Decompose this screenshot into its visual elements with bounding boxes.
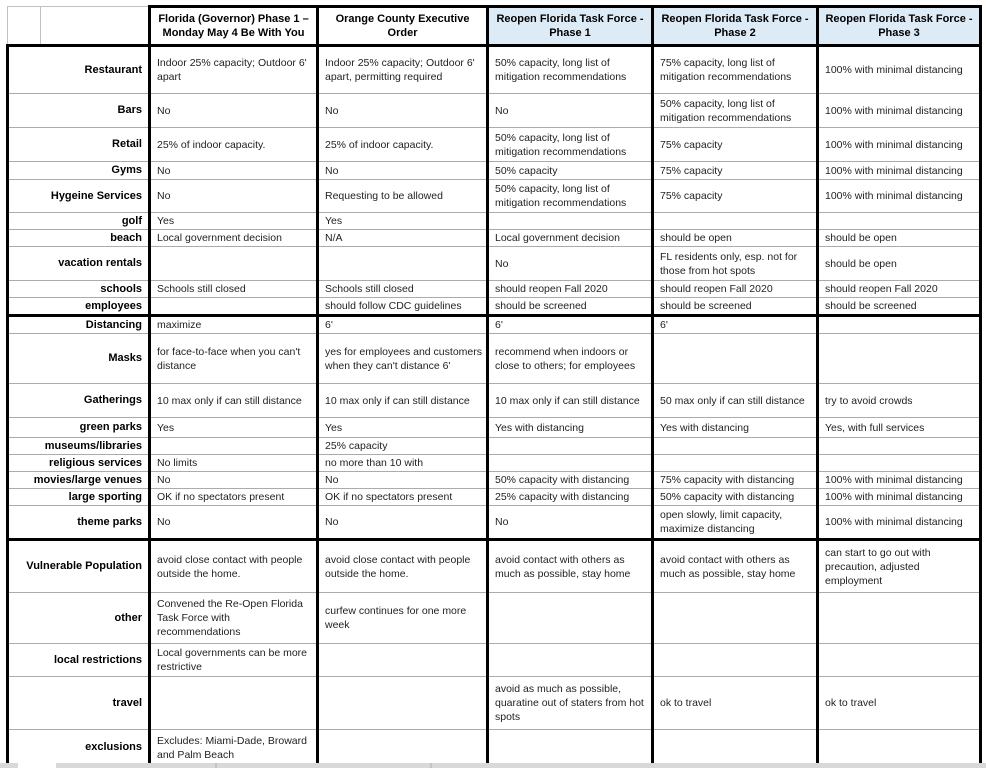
cell[interactable] <box>488 730 653 767</box>
row-header[interactable]: Gatherings <box>8 384 150 418</box>
cell[interactable]: 50% capacity, long list of mitigation recommendations <box>488 46 653 94</box>
row-header[interactable]: other <box>8 593 150 644</box>
cell[interactable]: FL residents only, esp. not for those from hot spots <box>653 247 818 281</box>
cell[interactable]: Local governments can be more restrictive <box>150 644 318 677</box>
cell[interactable]: yes for employees and customers when they can't distance 6' <box>318 334 488 384</box>
cell[interactable] <box>818 438 981 455</box>
cell[interactable]: 75% capacity <box>653 128 818 162</box>
cell[interactable]: 10 max only if can still distance <box>150 384 318 418</box>
table-row <box>8 677 981 730</box>
cell[interactable]: N/A <box>318 230 488 247</box>
cell[interactable]: should be open <box>818 247 981 281</box>
cell[interactable]: 50 max only if can still distance <box>653 384 818 418</box>
table-row <box>8 298 981 316</box>
cell[interactable] <box>653 593 818 644</box>
cell[interactable] <box>818 593 981 644</box>
row-header[interactable]: schools <box>8 281 150 298</box>
row-header[interactable]: green parks <box>8 418 150 438</box>
cell[interactable] <box>488 644 653 677</box>
row-header[interactable]: employees <box>8 298 150 316</box>
cell[interactable]: Yes <box>318 418 488 438</box>
cell[interactable]: recommend when indoors or close to others; for employees <box>488 334 653 384</box>
cell[interactable]: can start to go out with precaution, adjusted employment <box>818 540 981 593</box>
comparison-table <box>6 5 982 768</box>
table-row <box>8 730 981 767</box>
column-header-task-force-phase-2[interactable]: Reopen Florida Task Force - Phase 2 <box>653 7 818 46</box>
table-row <box>8 213 981 230</box>
cell[interactable]: Yes, with full services <box>818 418 981 438</box>
cell[interactable]: 6' <box>653 316 818 334</box>
cell[interactable]: No limits <box>150 455 318 472</box>
table-row <box>8 162 981 180</box>
cell[interactable]: should be screened <box>818 298 981 316</box>
cell[interactable]: 75% capacity, long list of mitigation recommendations <box>653 46 818 94</box>
column-header-task-force-phase-3[interactable]: Reopen Florida Task Force - Phase 3 <box>818 7 981 46</box>
cell[interactable]: 75% capacity with distancing <box>653 472 818 489</box>
cell[interactable]: No <box>488 94 653 128</box>
cell[interactable]: Yes <box>150 418 318 438</box>
cell[interactable]: No <box>488 506 653 540</box>
cell[interactable]: 100% with minimal distancing <box>818 506 981 540</box>
table-row <box>8 94 981 128</box>
row-header[interactable]: large sporting <box>8 489 150 506</box>
cell[interactable]: should reopen Fall 2020 <box>488 281 653 298</box>
cell[interactable]: No <box>150 180 318 213</box>
cell[interactable]: No <box>318 162 488 180</box>
cell[interactable] <box>818 316 981 334</box>
row-header[interactable]: museums/libraries <box>8 438 150 455</box>
cell[interactable]: 100% with minimal distancing <box>818 180 981 213</box>
cell[interactable]: 50% capacity <box>488 162 653 180</box>
cell[interactable]: 100% with minimal distancing <box>818 489 981 506</box>
cell[interactable] <box>488 213 653 230</box>
row-header[interactable]: religious services <box>8 455 150 472</box>
cell[interactable]: 25% capacity <box>318 438 488 455</box>
sheet-edge-notch <box>18 763 56 768</box>
column-header-orange-county[interactable]: Orange County Executive Order <box>318 7 488 46</box>
cell[interactable]: No <box>150 162 318 180</box>
cell[interactable] <box>653 644 818 677</box>
cell[interactable]: Indoor 25% capacity; Outdoor 6' apart, permitting required <box>318 46 488 94</box>
cell[interactable]: 25% of indoor capacity. <box>150 128 318 162</box>
cell[interactable]: 75% capacity <box>653 180 818 213</box>
table-row <box>8 438 981 455</box>
cell[interactable]: should reopen Fall 2020 <box>818 281 981 298</box>
cell[interactable]: OK if no spectators present <box>150 489 318 506</box>
cell[interactable]: 50% capacity, long list of mitigation recommendations <box>488 180 653 213</box>
cell[interactable]: Indoor 25% capacity; Outdoor 6' apart <box>150 46 318 94</box>
cell[interactable]: 50% capacity with distancing <box>488 472 653 489</box>
cell[interactable]: No <box>150 506 318 540</box>
cell[interactable]: 100% with minimal distancing <box>818 128 981 162</box>
row-header[interactable]: travel <box>8 677 150 730</box>
cell[interactable]: 25% capacity with distancing <box>488 489 653 506</box>
cell[interactable] <box>150 677 318 730</box>
cell[interactable]: No <box>488 247 653 281</box>
cell[interactable]: should be screened <box>488 298 653 316</box>
row-header[interactable]: Restaurant <box>8 46 150 94</box>
cell[interactable]: maximize <box>150 316 318 334</box>
cell[interactable] <box>318 247 488 281</box>
cell[interactable] <box>150 438 318 455</box>
cell[interactable] <box>653 213 818 230</box>
cell[interactable]: avoid close contact with people outside the home. <box>150 540 318 593</box>
table-row <box>8 472 981 489</box>
cell[interactable]: Yes <box>318 213 488 230</box>
cell[interactable]: Local government decision <box>150 230 318 247</box>
cell[interactable]: curfew continues for one more week <box>318 593 488 644</box>
cell[interactable]: 100% with minimal distancing <box>818 472 981 489</box>
row-header[interactable]: vacation rentals <box>8 247 150 281</box>
row-header[interactable]: local restrictions <box>8 644 150 677</box>
row-header[interactable]: Retail <box>8 128 150 162</box>
cell[interactable] <box>150 247 318 281</box>
row-header[interactable]: Masks <box>8 334 150 384</box>
sheet-edge-strip <box>0 763 986 768</box>
cell[interactable]: should follow CDC guidelines <box>318 298 488 316</box>
row-header[interactable]: Bars <box>8 94 150 128</box>
cell[interactable]: No <box>318 472 488 489</box>
cell[interactable]: 10 max only if can still distance <box>318 384 488 418</box>
cell[interactable]: should reopen Fall 2020 <box>653 281 818 298</box>
column-header-florida-governor[interactable]: Florida (Governor) Phase 1 – Monday May 4 Be With You <box>150 7 318 46</box>
cell[interactable]: should be open <box>653 230 818 247</box>
cell[interactable]: 50% capacity, long list of mitigation recommendations <box>488 128 653 162</box>
cell[interactable]: Local government decision <box>488 230 653 247</box>
cell[interactable]: Yes with distancing <box>653 418 818 438</box>
cell[interactable]: No <box>318 94 488 128</box>
table-row <box>8 316 981 334</box>
table-row <box>8 489 981 506</box>
cell[interactable]: 10 max only if can still distance <box>488 384 653 418</box>
cell[interactable] <box>818 644 981 677</box>
cell[interactable]: 100% with minimal distancing <box>818 94 981 128</box>
row-header[interactable]: Gyms <box>8 162 150 180</box>
cell[interactable]: 25% of indoor capacity. <box>318 128 488 162</box>
cell[interactable]: 50% capacity, long list of mitigation recommendations <box>653 94 818 128</box>
cell[interactable]: should be screened <box>653 298 818 316</box>
cell[interactable] <box>318 644 488 677</box>
row-header[interactable]: movies/large venues <box>8 472 150 489</box>
cell[interactable] <box>653 334 818 384</box>
cell[interactable]: OK if no spectators present <box>318 489 488 506</box>
cell[interactable]: Yes with distancing <box>488 418 653 438</box>
cell[interactable]: Requesting to be allowed <box>318 180 488 213</box>
cell[interactable]: ok to travel <box>818 677 981 730</box>
cell[interactable]: Yes <box>150 213 318 230</box>
cell[interactable]: try to avoid crowds <box>818 384 981 418</box>
cell[interactable] <box>653 455 818 472</box>
table-row <box>8 418 981 438</box>
table-body <box>8 46 981 767</box>
cell[interactable]: 50% capacity with distancing <box>653 489 818 506</box>
cell[interactable] <box>488 438 653 455</box>
table-row <box>8 506 981 540</box>
table-row <box>8 128 981 162</box>
cell[interactable]: 75% capacity <box>653 162 818 180</box>
row-header[interactable]: Distancing <box>8 316 150 334</box>
cell[interactable]: Schools still closed <box>150 281 318 298</box>
sheet-edge-tick <box>430 763 432 768</box>
cell[interactable]: for face-to-face when you can't distance <box>150 334 318 384</box>
cell[interactable]: 6' <box>488 316 653 334</box>
column-header-task-force-phase-1[interactable]: Reopen Florida Task Force - Phase 1 <box>488 7 653 46</box>
header-row <box>8 7 981 46</box>
cell[interactable] <box>318 677 488 730</box>
cell[interactable] <box>818 213 981 230</box>
row-header[interactable]: Hygeine Services <box>8 180 150 213</box>
cell[interactable]: Schools still closed <box>318 281 488 298</box>
cell[interactable]: Convened the Re-Open Florida Task Force with recommendations <box>150 593 318 644</box>
cell[interactable]: 100% with minimal distancing <box>818 162 981 180</box>
table-row <box>8 540 981 593</box>
cell[interactable]: No <box>318 506 488 540</box>
cell[interactable]: No <box>150 94 318 128</box>
cell[interactable] <box>653 438 818 455</box>
cell[interactable]: open slowly, limit capacity, maximize distancing <box>653 506 818 540</box>
corner-cell <box>8 7 150 46</box>
table-row <box>8 644 981 677</box>
cell[interactable]: should be open <box>818 230 981 247</box>
table-row <box>8 384 981 418</box>
table-row <box>8 334 981 384</box>
cell[interactable] <box>818 455 981 472</box>
table-row <box>8 230 981 247</box>
table-row <box>8 281 981 298</box>
row-header[interactable]: exclusions <box>8 730 150 767</box>
cell[interactable]: avoid close contact with people outside the home. <box>318 540 488 593</box>
cell[interactable]: 100% with minimal distancing <box>818 46 981 94</box>
cell[interactable]: avoid contact with others as much as possible, stay home <box>653 540 818 593</box>
cell[interactable] <box>818 730 981 767</box>
sheet-edge-tick <box>215 763 217 768</box>
row-header[interactable]: theme parks <box>8 506 150 540</box>
cell[interactable]: avoid contact with others as much as possible, stay home <box>488 540 653 593</box>
cell[interactable] <box>150 298 318 316</box>
cell[interactable]: No <box>150 472 318 489</box>
cell[interactable] <box>488 593 653 644</box>
table-row <box>8 593 981 644</box>
row-header[interactable]: golf <box>8 213 150 230</box>
row-header[interactable]: beach <box>8 230 150 247</box>
table-row <box>8 180 981 213</box>
cell[interactable]: ok to travel <box>653 677 818 730</box>
table-row <box>8 455 981 472</box>
cell[interactable] <box>488 455 653 472</box>
cell[interactable]: Excludes: Miami-Dade, Broward and Palm Beach <box>150 730 318 767</box>
row-header[interactable]: Vulnerable Population <box>8 540 150 593</box>
table-row <box>8 247 981 281</box>
table-row <box>8 46 981 94</box>
cell[interactable] <box>653 730 818 767</box>
cell[interactable] <box>818 334 981 384</box>
cell[interactable]: avoid as much as possible, quaratine out of staters from hot spots <box>488 677 653 730</box>
cell[interactable] <box>318 730 488 767</box>
cell[interactable]: 6' <box>318 316 488 334</box>
cell[interactable]: no more than 10 with <box>318 455 488 472</box>
